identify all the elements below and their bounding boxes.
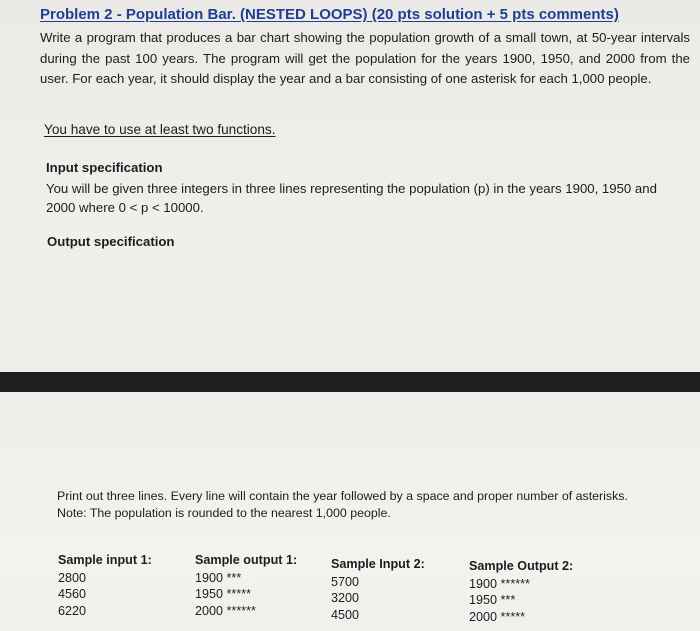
sample-input-2-heading: Sample Input 2: bbox=[331, 557, 425, 571]
sample-line: 1900 *** bbox=[195, 570, 242, 585]
output-spec-line: Print out three lines. Every line will contain the year followed by a space and proper number of asterisks. bbox=[57, 489, 628, 503]
functions-requirement: You have to use at least two functions. bbox=[44, 122, 276, 137]
problem-title bbox=[40, 6, 619, 23]
output-spec-text bbox=[57, 488, 628, 522]
sample-line: 4560 bbox=[58, 587, 87, 601]
sample-line: 2000 ***** bbox=[469, 609, 526, 624]
sample-line: 1950 ***** bbox=[195, 587, 252, 601]
sample-output-1-heading: Sample output 1: bbox=[195, 553, 298, 567]
sample-line: 6220 bbox=[58, 603, 87, 618]
sample-line: 3200 bbox=[331, 591, 360, 605]
sample-line: 2800 bbox=[58, 570, 87, 585]
sample-line: 1950 *** bbox=[469, 593, 516, 607]
sample-input-1-heading: Sample input 1: bbox=[58, 553, 152, 567]
sample-line: 1900 ****** bbox=[469, 576, 530, 591]
sample-output-2 bbox=[469, 558, 573, 625]
sample-line: 2000 ****** bbox=[195, 603, 256, 618]
black-divider-bar bbox=[0, 372, 700, 392]
problem-description: Write a program that produces a bar chart showing the population growth of a small town, at 50-year intervals during the past 100 years. The program will get the population for the years 1900, 1950, and 2000 from the user. For each year, it should display the year and a bar consisting of one asterisk for each 1,000 people. bbox=[40, 30, 690, 86]
problem-points: (20 pts solution + 5 pts comments) bbox=[367, 6, 619, 23]
output-spec-note: Note: The population is rounded to the nearest 1,000 people. bbox=[57, 506, 391, 520]
sample-input-2 bbox=[331, 556, 425, 623]
input-spec-text: You will be given three integers in three lines representing the population (p) in the years 1900, 1950 and 2000 where 0 < p < 10000. bbox=[46, 181, 657, 215]
sample-output-1 bbox=[195, 552, 297, 619]
output-spec-heading: Output specification bbox=[47, 234, 175, 249]
problem-title-main: Problem 2 - Population Bar. (NESTED LOOPS) bbox=[40, 6, 368, 23]
sample-line: 5700 bbox=[331, 574, 360, 589]
sample-line: 4500 bbox=[331, 607, 360, 622]
sample-input-1 bbox=[58, 552, 152, 619]
input-spec-heading: Input specification bbox=[46, 160, 163, 175]
sample-output-2-heading: Sample Output 2: bbox=[469, 559, 574, 573]
